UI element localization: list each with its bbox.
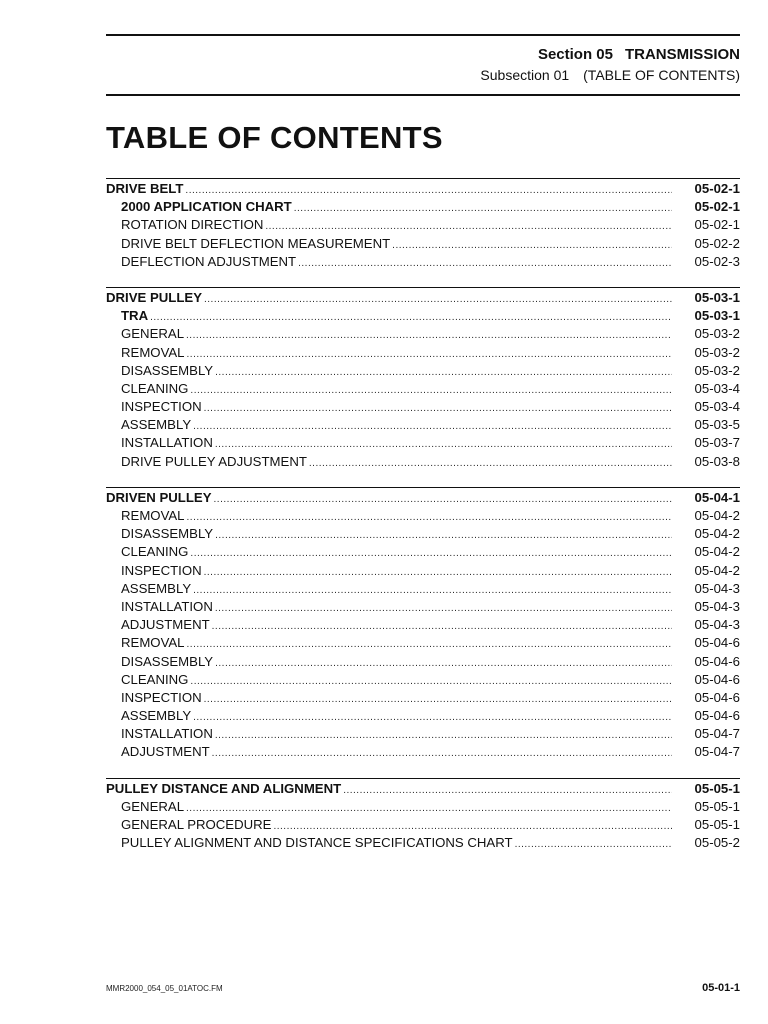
toc-entry[interactable]	[106, 216, 740, 234]
toc-entry[interactable]	[106, 362, 740, 380]
dot-leader	[215, 527, 672, 545]
toc-entry-label: REMOVAL	[121, 508, 185, 523]
toc-entry-page: 05-05-2	[694, 835, 740, 851]
dot-leader	[298, 255, 672, 273]
toc-entry-page: 05-02-1	[694, 199, 740, 215]
toc-entry-page: 05-03-2	[694, 362, 740, 378]
footer-page-number: 05-01-1	[702, 982, 740, 994]
toc-entry[interactable]	[106, 671, 740, 689]
toc-entry-label: ASSEMBLY	[121, 580, 192, 596]
toc-entry-page: 05-02-2	[694, 235, 740, 251]
toc-entry[interactable]	[106, 416, 740, 434]
toc-section	[106, 178, 740, 271]
toc-section	[106, 487, 740, 762]
toc-entry-label: ASSEMBLY	[121, 417, 192, 433]
toc-entry[interactable]	[106, 307, 740, 325]
toc-entry-page: 05-04-3	[694, 598, 740, 614]
toc-entry-page: 05-04-2	[694, 526, 740, 542]
toc-entry-label: DEFLECTION ADJUSTMENT	[121, 253, 297, 269]
toc-entry-page: 05-02-1	[694, 181, 740, 196]
toc-entry-page: 05-03-1	[694, 289, 740, 305]
toc-entry-label: GENERAL PROCEDURE	[121, 817, 272, 832]
toc-entry[interactable]	[106, 634, 740, 652]
dot-leader	[150, 309, 672, 327]
toc-entry[interactable]	[106, 198, 740, 216]
toc-entry-page: 05-03-2	[694, 326, 740, 342]
dot-leader	[193, 582, 672, 600]
dot-leader	[204, 291, 672, 309]
dot-leader	[187, 636, 672, 654]
toc-entry-label: DRIVE BELT	[106, 181, 184, 196]
toc-entry[interactable]	[106, 235, 740, 253]
toc-entry-label: PULLEY DISTANCE AND ALIGNMENT	[106, 780, 342, 796]
subsection-title: (TABLE OF CONTENTS)	[583, 67, 740, 83]
toc-entry-label: REMOVAL	[121, 635, 185, 651]
toc-entry-label: INSTALLATION	[121, 726, 213, 742]
toc-entry[interactable]	[106, 525, 740, 543]
section-number: Section 05	[537, 46, 613, 63]
dot-leader	[392, 237, 672, 255]
toc-entry-label: DRIVE BELT DEFLECTION MEASUREMENT	[121, 235, 391, 251]
dot-leader	[215, 364, 672, 382]
dot-leader	[343, 782, 672, 800]
toc-entry-page: 05-03-8	[694, 453, 740, 469]
toc-entry[interactable]	[106, 725, 740, 743]
toc-entry-label: ADJUSTMENT	[121, 744, 210, 760]
toc-entry-page: 05-04-6	[694, 635, 740, 651]
dot-leader	[193, 709, 672, 727]
toc-entry-label: REMOVAL	[121, 344, 185, 360]
toc-entry-page: 05-04-7	[694, 744, 740, 760]
toc-entry-label: DISASSEMBLY	[121, 526, 214, 542]
toc-entry[interactable]	[106, 707, 740, 725]
toc-section-heading[interactable]	[106, 289, 740, 307]
top-rule	[106, 34, 740, 36]
toc-entry[interactable]	[106, 798, 740, 816]
toc-entry-label: DRIVE PULLEY ADJUSTMENT	[121, 453, 307, 469]
toc-entry[interactable]	[106, 598, 740, 616]
toc-entry-page: 05-03-7	[694, 435, 740, 451]
toc-section-heading[interactable]	[106, 780, 740, 798]
section-header	[538, 46, 740, 63]
toc-entry-page: 05-05-1	[694, 817, 740, 832]
toc-entry-label: DRIVE PULLEY	[106, 289, 202, 305]
dot-leader	[204, 564, 672, 582]
toc-entry-page: 05-03-1	[694, 308, 740, 324]
dot-leader	[215, 655, 672, 673]
toc-entry-page: 05-04-7	[694, 726, 740, 742]
toc-entry[interactable]	[106, 253, 740, 271]
toc-entry-label: DISASSEMBLY	[121, 653, 214, 669]
toc-entry-label: DISASSEMBLY	[121, 362, 214, 378]
toc-entry-page: 05-04-3	[694, 580, 740, 596]
table-of-contents	[106, 178, 740, 868]
toc-entry[interactable]	[106, 434, 740, 452]
toc-entry[interactable]	[106, 653, 740, 671]
dot-leader	[186, 327, 672, 345]
dot-leader	[187, 346, 672, 364]
dot-leader	[212, 745, 672, 763]
toc-entry-label: INSPECTION	[121, 562, 202, 578]
dot-leader	[309, 455, 672, 473]
toc-entry-page: 05-04-6	[694, 671, 740, 687]
page-title: TABLE OF CONTENTS	[106, 120, 443, 155]
toc-entry-label: TRA	[121, 308, 149, 324]
dot-leader	[204, 691, 672, 709]
toc-entry[interactable]	[106, 325, 740, 343]
dot-leader	[190, 545, 672, 563]
toc-entry[interactable]	[106, 816, 740, 834]
toc-section	[106, 287, 740, 471]
toc-entry-label: GENERAL	[121, 798, 185, 814]
toc-entry[interactable]	[106, 543, 740, 561]
dot-leader	[215, 727, 672, 745]
header-rule	[106, 94, 740, 96]
toc-entry-page: 05-03-5	[694, 417, 740, 433]
toc-entry-page: 05-02-1	[694, 217, 740, 233]
footer-filename: MMR2000_054_05_01ATOC.FM	[106, 984, 223, 993]
toc-entry-label: ASSEMBLY	[121, 708, 192, 724]
toc-entry[interactable]	[106, 344, 740, 362]
toc-entry[interactable]	[106, 398, 740, 416]
toc-entry-page: 05-03-2	[694, 344, 740, 360]
dot-leader	[193, 418, 672, 436]
subsection-number: Subsection 01	[480, 67, 570, 83]
dot-leader	[190, 382, 672, 400]
toc-entry-label: CLEANING	[121, 544, 189, 560]
dot-leader	[212, 618, 672, 636]
toc-entry-page: 05-04-1	[694, 489, 740, 505]
toc-entry-page: 05-03-4	[694, 399, 740, 415]
toc-entry-page: 05-04-2	[694, 544, 740, 560]
toc-entry-label: PULLEY ALIGNMENT AND DISTANCE SPECIFICATIONS CHART	[121, 835, 513, 851]
toc-entry[interactable]	[106, 562, 740, 580]
toc-entry[interactable]	[106, 834, 740, 852]
toc-entry-page: 05-04-2	[694, 508, 740, 523]
dot-leader	[214, 491, 672, 509]
toc-entry-label: INSPECTION	[121, 399, 202, 415]
toc-entry-page: 05-04-6	[694, 708, 740, 724]
toc-entry[interactable]	[106, 580, 740, 598]
section-title: TRANSMISSION	[624, 46, 740, 63]
toc-entry-label: CLEANING	[121, 671, 189, 687]
toc-entry-label: INSPECTION	[121, 689, 202, 705]
toc-entry-label: 2000 APPLICATION CHART	[121, 199, 292, 215]
toc-entry[interactable]	[106, 453, 740, 471]
toc-entry-label: GENERAL	[121, 326, 185, 342]
dot-leader	[204, 400, 672, 418]
dot-leader	[515, 836, 672, 854]
toc-entry-page: 05-04-6	[694, 689, 740, 705]
subsection-header	[480, 67, 740, 83]
dot-leader	[215, 600, 672, 618]
toc-entry-page: 05-03-4	[694, 380, 740, 396]
toc-entry-label: DRIVEN PULLEY	[106, 489, 212, 505]
toc-entry-page: 05-04-3	[694, 617, 740, 633]
toc-entry-page: 05-05-1	[694, 780, 740, 796]
toc-entry[interactable]	[106, 507, 740, 525]
toc-entry-page: 05-04-6	[694, 653, 740, 669]
toc-entry[interactable]	[106, 689, 740, 707]
toc-section-heading[interactable]	[106, 489, 740, 507]
toc-entry-label: CLEANING	[121, 380, 189, 396]
toc-section-heading[interactable]	[106, 180, 740, 198]
toc-entry-label: INSTALLATION	[121, 598, 213, 614]
toc-entry[interactable]	[106, 743, 740, 761]
dot-leader	[294, 200, 672, 218]
dot-leader	[187, 509, 672, 527]
toc-entry-page: 05-04-2	[694, 562, 740, 578]
toc-entry-label: ADJUSTMENT	[121, 617, 210, 633]
toc-entry[interactable]	[106, 616, 740, 634]
toc-entry-label: INSTALLATION	[121, 435, 213, 451]
toc-entry-page: 05-02-3	[694, 253, 740, 269]
toc-entry-label: ROTATION DIRECTION	[121, 217, 264, 233]
toc-entry-page: 05-05-1	[694, 798, 740, 814]
toc-section	[106, 778, 740, 853]
dot-leader	[190, 673, 672, 691]
toc-entry[interactable]	[106, 380, 740, 398]
